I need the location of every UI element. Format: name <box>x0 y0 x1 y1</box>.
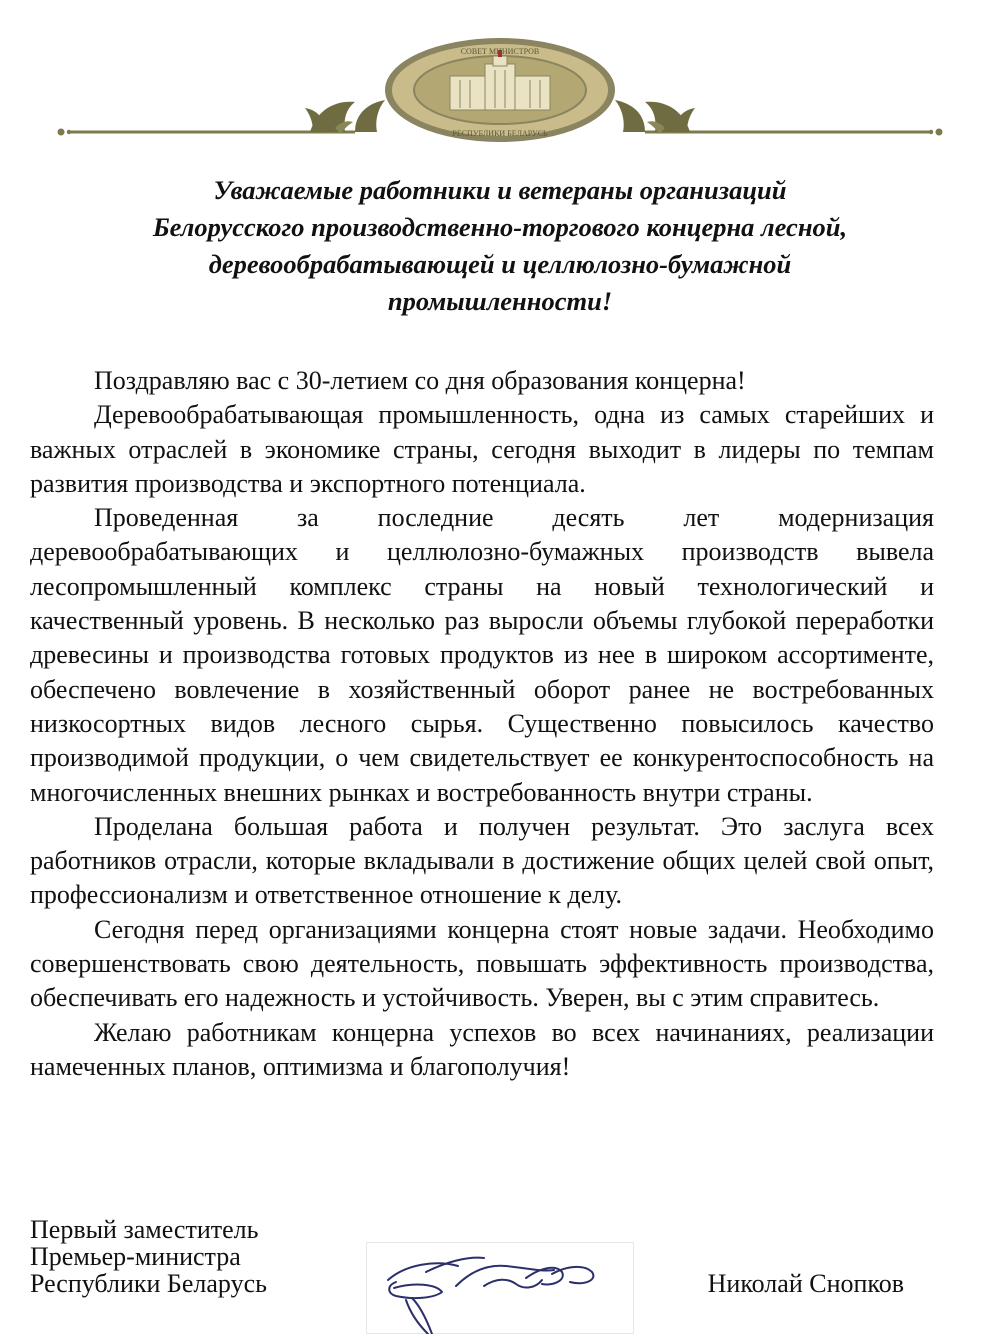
signatory-title-line: Первый заместитель <box>30 1215 259 1244</box>
council-of-ministers-seal-icon <box>55 38 945 148</box>
signatory-title <box>30 1216 267 1297</box>
signature-block <box>30 1216 934 1331</box>
handwritten-signature-icon <box>366 1242 634 1334</box>
letter-body <box>30 364 934 1084</box>
body-paragraph: Проделана большая работа и получен результат. Это заслуга всех работников отрасли, которые вкладывали в достижение общих целей свой опыт, профессионализм и ответственное отношение к делу. <box>30 811 934 910</box>
salutation-line: промышленности! <box>387 286 613 316</box>
salutation-heading <box>60 172 940 320</box>
body-paragraph: Сегодня перед организациями концерна стоят новые задачи. Необходимо совершенствовать свою деятельность, повышать эффективность производства, обеспечивать его надежность и устойчивость. Уверен, вы с этим справитесь. <box>30 914 934 1013</box>
salutation-line: деревообрабатывающей и целлюлозно-бумажной <box>208 249 792 279</box>
body-paragraph: Проведенная за последние десять лет модернизация деревообрабатывающих и целлюлозно-бумажных производств вывела лесопромышленный комплекс страны на новый технологический и качественный уровень. В несколько раз выросли объемы глубокой переработки древесины и производства готовых продуктов из нее в широком ассортименте, обеспечено вовлечение в хозяйственный оборот ранее не востребованных низкосортных видов лесного сырья. Существенно повысилось качество производимой продукции, о чем свидетельствует ее конкурентоспособность на многочисленных внешних рынках и востребованность внутри страны. <box>30 503 934 807</box>
signatory-title-line: Премьер-министра <box>30 1242 241 1271</box>
signatory-name: Николай Снопков <box>707 1269 904 1298</box>
seal-top-text: СОВЕТ МИНИСТРОВ <box>460 47 540 56</box>
letterhead <box>55 38 945 148</box>
body-paragraph: Поздравляю вас с 30-летием со дня образования концерна! <box>94 366 746 395</box>
salutation-line: Уважаемые работники и ветераны организаций <box>213 175 787 205</box>
body-paragraph: Желаю работникам концерна успехов во всех начинаниях, реализации намеченных планов, оптимизма и благополучия! <box>30 1017 934 1081</box>
signatory-title-line: Республики Беларусь <box>30 1269 267 1298</box>
salutation-line: Белорусского производственно-торгового концерна лесной, <box>152 212 848 242</box>
seal-bottom-text: РЕСПУБЛИКИ БЕЛАРУСЬ <box>452 129 548 138</box>
body-paragraph: Деревообрабатывающая промышленность, одна из самых старейших и важных отраслей в экономике страны, сегодня выходит в лидеры по темпам развития производства и экспортного потенциала. <box>30 400 934 498</box>
